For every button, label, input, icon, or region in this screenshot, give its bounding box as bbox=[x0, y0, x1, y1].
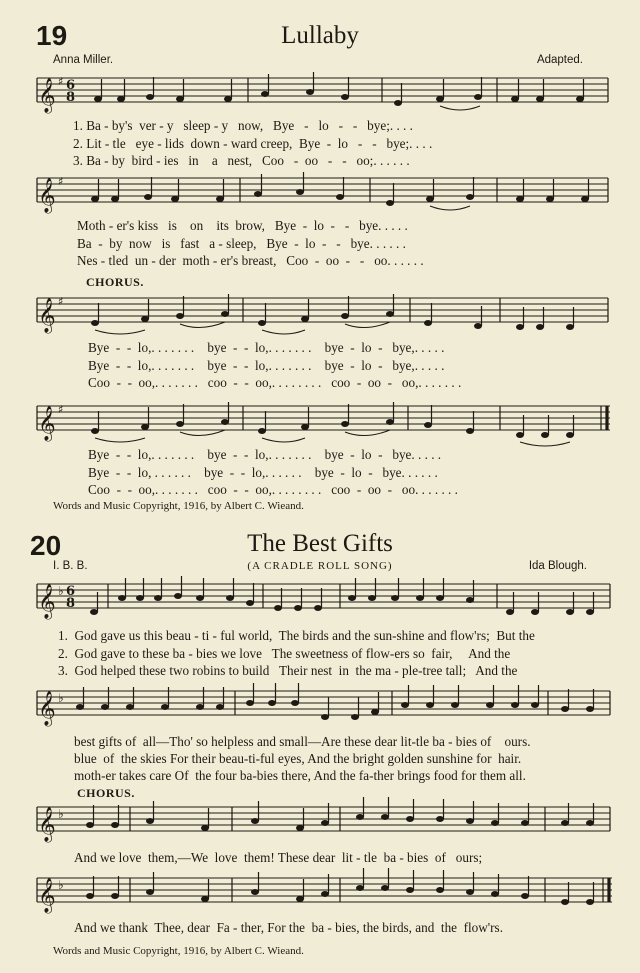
svg-text:♭: ♭ bbox=[58, 584, 64, 598]
hymn-subtitle: (A CRADLE ROLL SONG) bbox=[247, 560, 393, 572]
copyright-19: Words and Music Copyright, 1916, by Albert C. Wieand. bbox=[53, 500, 304, 512]
music-staff bbox=[0, 398, 640, 448]
svg-text:6: 6 bbox=[66, 584, 76, 599]
svg-text:𝄞: 𝄞 bbox=[38, 807, 56, 842]
verse-line: 2. God gave to these ba - bies we love The sweetness of flow-ers so fair, And the bbox=[58, 646, 511, 661]
music-staff bbox=[0, 290, 640, 340]
words-by-19: Anna Miller. bbox=[53, 54, 114, 66]
svg-text:6: 6 bbox=[66, 78, 76, 93]
svg-text:♯: ♯ bbox=[58, 175, 64, 188]
svg-text:𝄞: 𝄞 bbox=[38, 298, 56, 333]
hymn-number-20: 20 bbox=[30, 530, 62, 561]
chorus-line: Bye - - lo, . . . . . . bye - - lo,. . . . . . bye - lo - bye. . . . . . bbox=[88, 465, 438, 480]
verse-line: Nes - tled un - der moth - er's breast, Coo - oo - - oo. . . . . . bbox=[77, 253, 424, 268]
chorus-line: Coo - - oo,. . . . . . . coo - - oo,. . . . . . . . coo - oo - oo. . . . . . . bbox=[88, 482, 458, 497]
verse-line: 2. Lit - tle eye - lids down - ward creep, Bye - lo - - bye;. . . . bbox=[73, 136, 433, 151]
verse-line: Moth - er's kiss is on its brow, Bye - lo - - bye. . . . . bbox=[77, 218, 408, 233]
chorus-label-20: CHORUS. bbox=[77, 786, 135, 800]
svg-text:𝄞: 𝄞 bbox=[38, 178, 56, 213]
hymn-number-19: 19 bbox=[36, 20, 68, 51]
chorus-line: Bye - - lo,. . . . . . . bye - - lo,. . . . . . . bye - lo - bye,. . . . . bbox=[88, 358, 445, 373]
music-by-20: Ida Blough. bbox=[528, 560, 587, 572]
verse-line: 3. Ba - by bird - ies in a nest, Coo - oo - - oo;. . . . . . bbox=[73, 153, 410, 168]
music-note-19: Adapted. bbox=[536, 54, 583, 66]
hymn-title-best-gifts: The Best Gifts bbox=[247, 530, 393, 557]
music-staff bbox=[0, 870, 640, 920]
verse-line: best gifts of all—Tho' so helpless and small—Are these dear lit-tle ba - bies of ours. bbox=[74, 734, 531, 749]
chorus-line: Coo - - oo,. . . . . . . coo - - oo,. . . . . . . . coo - oo - oo,. . . . . . . bbox=[88, 375, 462, 390]
svg-text:♯: ♯ bbox=[58, 75, 64, 88]
hymn-title-lullaby: Lullaby bbox=[281, 22, 359, 49]
svg-text:𝄞: 𝄞 bbox=[38, 78, 56, 113]
music-staff bbox=[0, 576, 640, 626]
svg-text:𝄞: 𝄞 bbox=[38, 584, 56, 619]
verse-line: 3. God helped these two robins to build Their nest in the ma - ple-tree tall; And the bbox=[58, 663, 518, 678]
svg-text:𝄞: 𝄞 bbox=[38, 878, 56, 913]
chorus-label-19: CHORUS. bbox=[86, 275, 144, 289]
svg-text:♭: ♭ bbox=[58, 807, 64, 821]
svg-text:8: 8 bbox=[66, 596, 76, 611]
chorus-line: And we love them,—We love them! These dear lit - tle ba - bies of ours; bbox=[74, 850, 483, 865]
music-staff bbox=[0, 683, 640, 733]
verse-line: moth-er takes care Of the four ba-bies there, And the fa-ther brings food for them all. bbox=[74, 768, 526, 783]
music-staff bbox=[0, 70, 640, 120]
verse-line: blue of the skies For their beau-ti-ful eyes, And the bright golden sunshine for hair. bbox=[74, 751, 522, 766]
svg-text:8: 8 bbox=[66, 90, 76, 105]
words-by-20: I. B. B. bbox=[53, 560, 88, 572]
svg-text:𝄞: 𝄞 bbox=[38, 406, 56, 441]
svg-text:♭: ♭ bbox=[58, 878, 64, 892]
chorus-line: Bye - - lo,. . . . . . . bye - - lo,. . . . . . . bye - lo - bye,. . . . . bbox=[88, 340, 445, 355]
svg-text:♯: ♯ bbox=[58, 403, 64, 416]
chorus-line: Bye - - lo,. . . . . . . bye - - lo,. . . . . . . bye - lo - bye. . . . . bbox=[88, 447, 442, 462]
copyright-20: Words and Music Copyright, 1916, by Albert C. Wieand. bbox=[53, 945, 304, 957]
svg-text:𝄞: 𝄞 bbox=[38, 691, 56, 726]
svg-text:♭: ♭ bbox=[58, 691, 64, 705]
verse-line: 1. Ba - by's ver - y sleep - y now, Bye - lo - - bye;. . . . bbox=[73, 118, 413, 133]
verse-line: Ba - by now is fast a - sleep, Bye - lo - - bye. . . . . . bbox=[77, 236, 406, 251]
music-staff bbox=[0, 170, 640, 220]
svg-text:♯: ♯ bbox=[58, 295, 64, 308]
music-staff bbox=[0, 799, 640, 849]
verse-line: 1. God gave us this beau - ti - ful world, The birds and the sun-shine and flow'rs; But the bbox=[58, 628, 535, 643]
chorus-line: And we thank Thee, dear Fa - ther, For the ba - bies, the birds, and the flow'rs. bbox=[74, 920, 503, 935]
